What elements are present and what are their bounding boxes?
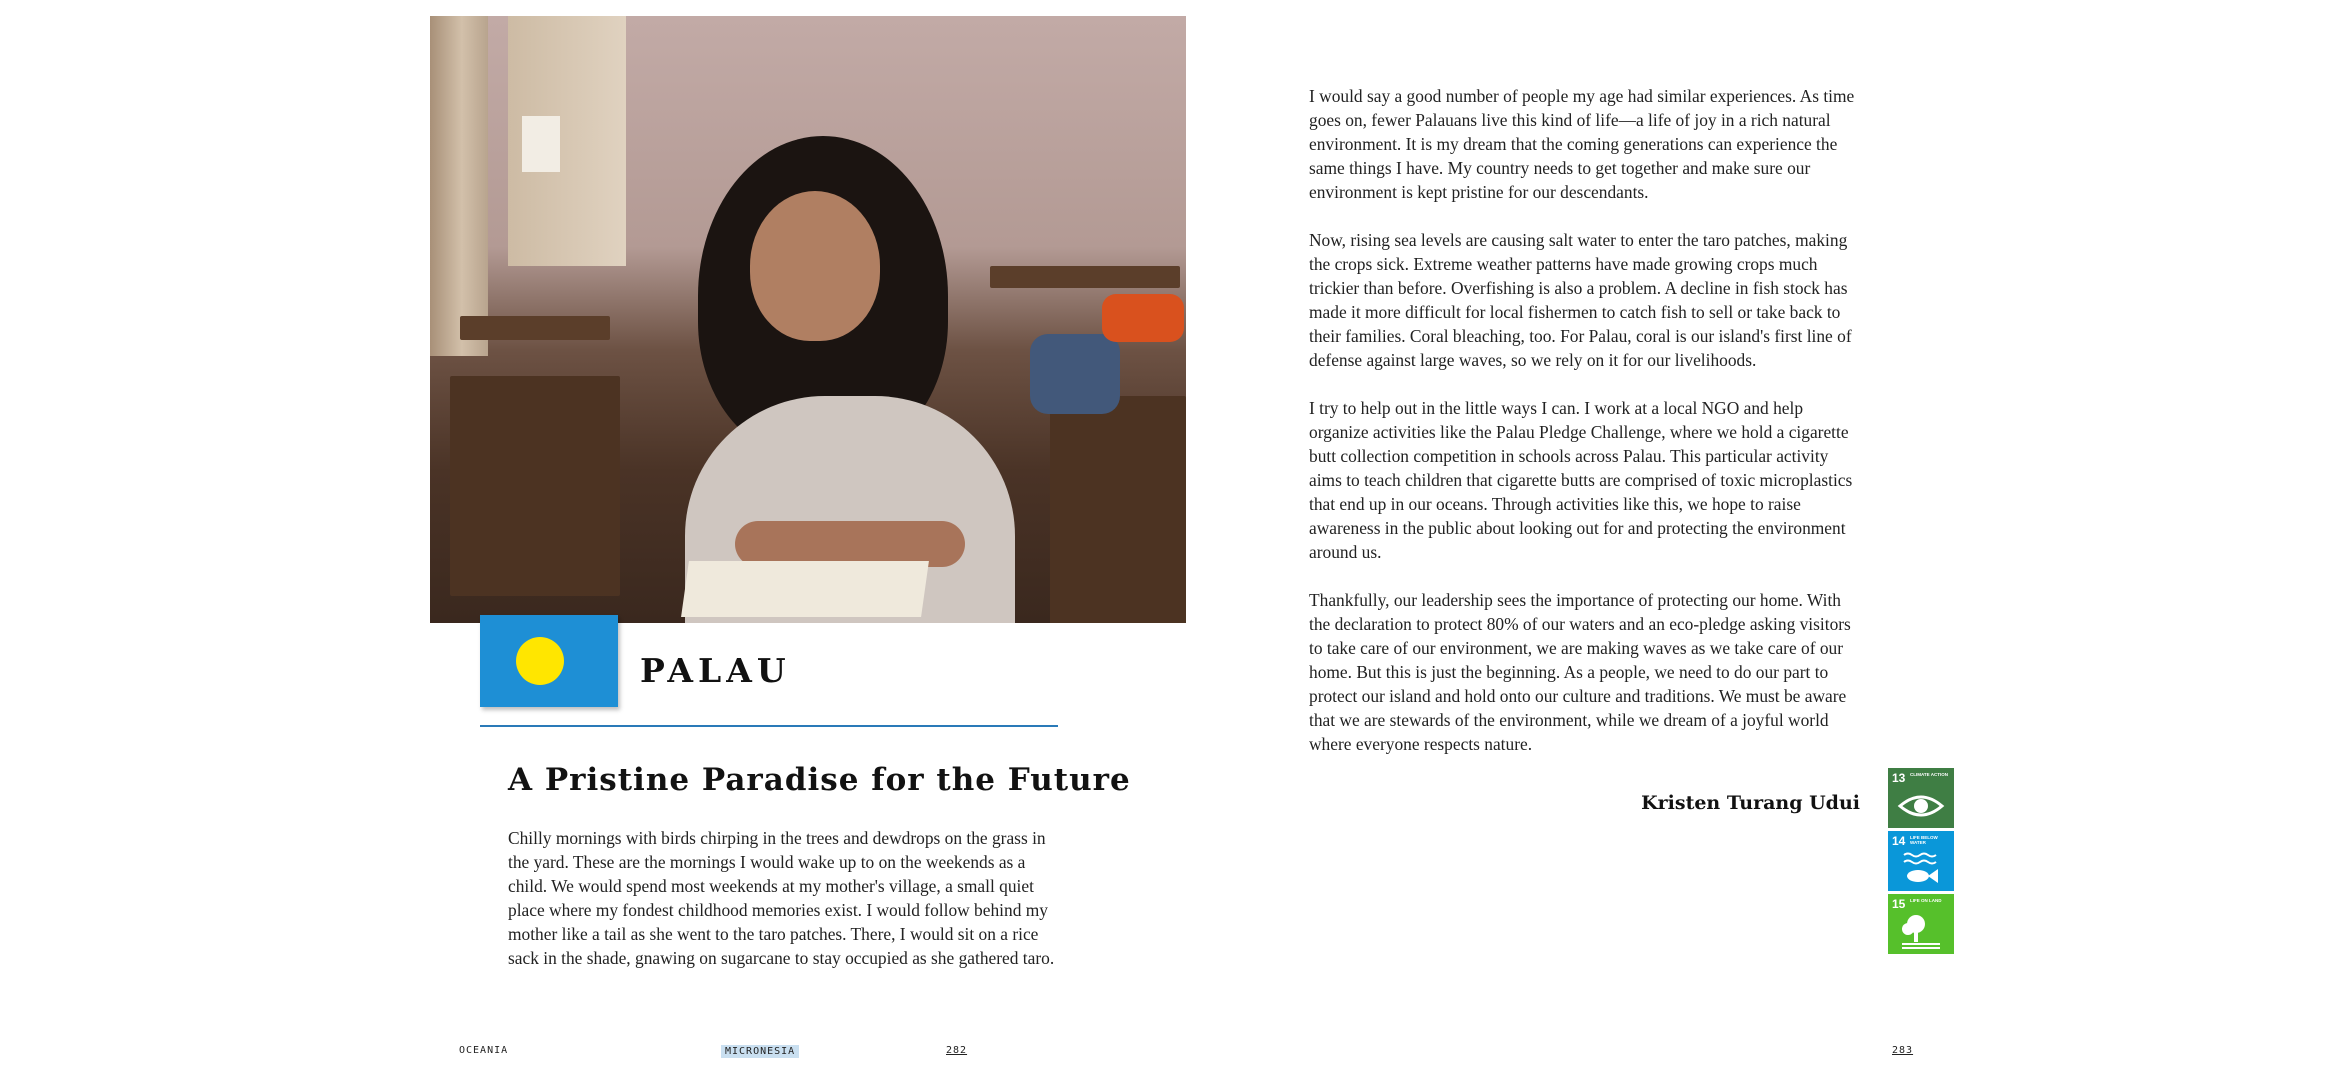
sdg-title: LIFE BELOW WATER	[1910, 835, 1938, 845]
sdg-number: 14	[1892, 834, 1906, 848]
sdg-14-badge	[1888, 831, 1954, 891]
body-paragraph: I try to help out in the little ways I can. I work at a local NGO and help organize activities like the Palau Pledge Challenge, where we hold a cigarette butt collection competition in schools across Palau. This particular activity aims to teach children that cigarette butts are comprised of toxic microplastics that end up in our oceans. Through activities like this, we hope to raise awareness in the public about looking out for and protecting the environment around us.	[1309, 398, 1853, 562]
article-body	[1309, 84, 1865, 780]
footer-subregion: MICRONESIA	[721, 1045, 799, 1058]
sdg-title: LIFE ON LAND	[1910, 898, 1942, 903]
desk	[450, 376, 620, 596]
article-headline: A Pristine Paradise for the Future	[508, 762, 1131, 798]
body-paragraph: Thankfully, our leadership sees the importance of protecting our home. With the declaration to protect 80% of our waters and an eco-pledge asking visitors to take care of our environment, we are making waves as we take care of our home. But this is just the beginning. As a people, we need to do our part to protect our island and hold onto our culture and traditions. We must be aware that we are stewards of the environment, while we dream of a joyful world where everyone respects nature.	[1309, 590, 1851, 754]
sdg-number: 15	[1892, 897, 1906, 911]
country-name: PALAU	[640, 651, 791, 690]
tree-icon	[1888, 894, 1954, 954]
portrait-photo	[430, 16, 1186, 623]
body-paragraph: Now, rising sea levels are causing salt water to enter the taro patches, making the crops sick. Extreme weather patterns have made growing crops much trickier than before. Overfishing is also a problem. A decline in fish stock has made it more difficult for local fishermen to catch fish to sell or take back to their families. Coral bleaching, too. For Palau, coral is our island's first line of defense against large waves, so we rely on it for our livelihoods.	[1309, 230, 1852, 370]
page-number-right: 283	[1892, 1045, 1914, 1056]
fish-waves-icon	[1888, 831, 1954, 891]
page-number-left: 282	[946, 1045, 968, 1056]
desk	[1050, 396, 1186, 623]
palau-flag	[480, 615, 618, 707]
desk-paper	[681, 561, 929, 617]
pillar	[430, 16, 488, 356]
wall-poster	[522, 116, 560, 172]
desk	[990, 266, 1180, 288]
intro-paragraph: Chilly mornings with birds chirping in the trees and dewdrops on the grass in the yard. These are the mornings I would wake up to on the weekends as a child. We would spend most weekends at my mother's village, a small quiet place where my fondest childhood memories exist. I would follow behind my mother like a tail as she went to the taro patches. There, I would sit on a rice sack in the shade, gnawing on sugarcane to stay occupied as she gathered taro.	[508, 828, 1055, 968]
sdg-13-badge	[1888, 768, 1954, 828]
title-divider	[480, 725, 1058, 727]
sdg-15-badge	[1888, 894, 1954, 954]
jacket	[1030, 334, 1120, 414]
sdg-number: 13	[1892, 771, 1906, 785]
desk	[460, 316, 610, 340]
eye-globe-icon	[1888, 768, 1954, 828]
footer-region: OCEANIA	[459, 1045, 509, 1056]
flag-disc	[516, 637, 564, 685]
author-signature: Kristen Turang Udui	[1641, 792, 1860, 814]
sdg-title: CLIMATE ACTION	[1910, 772, 1948, 777]
face	[750, 191, 880, 341]
orange-bag	[1102, 294, 1184, 342]
body-paragraph: I would say a good number of people my age had similar experiences. As time goes on, fewer Palauans live this kind of life—a life of joy in a rich natural environment. It is my dream that the coming generations can experience the same things I have. My country needs to get together and make sure our environment is kept pristine for our descendants.	[1309, 86, 1855, 202]
